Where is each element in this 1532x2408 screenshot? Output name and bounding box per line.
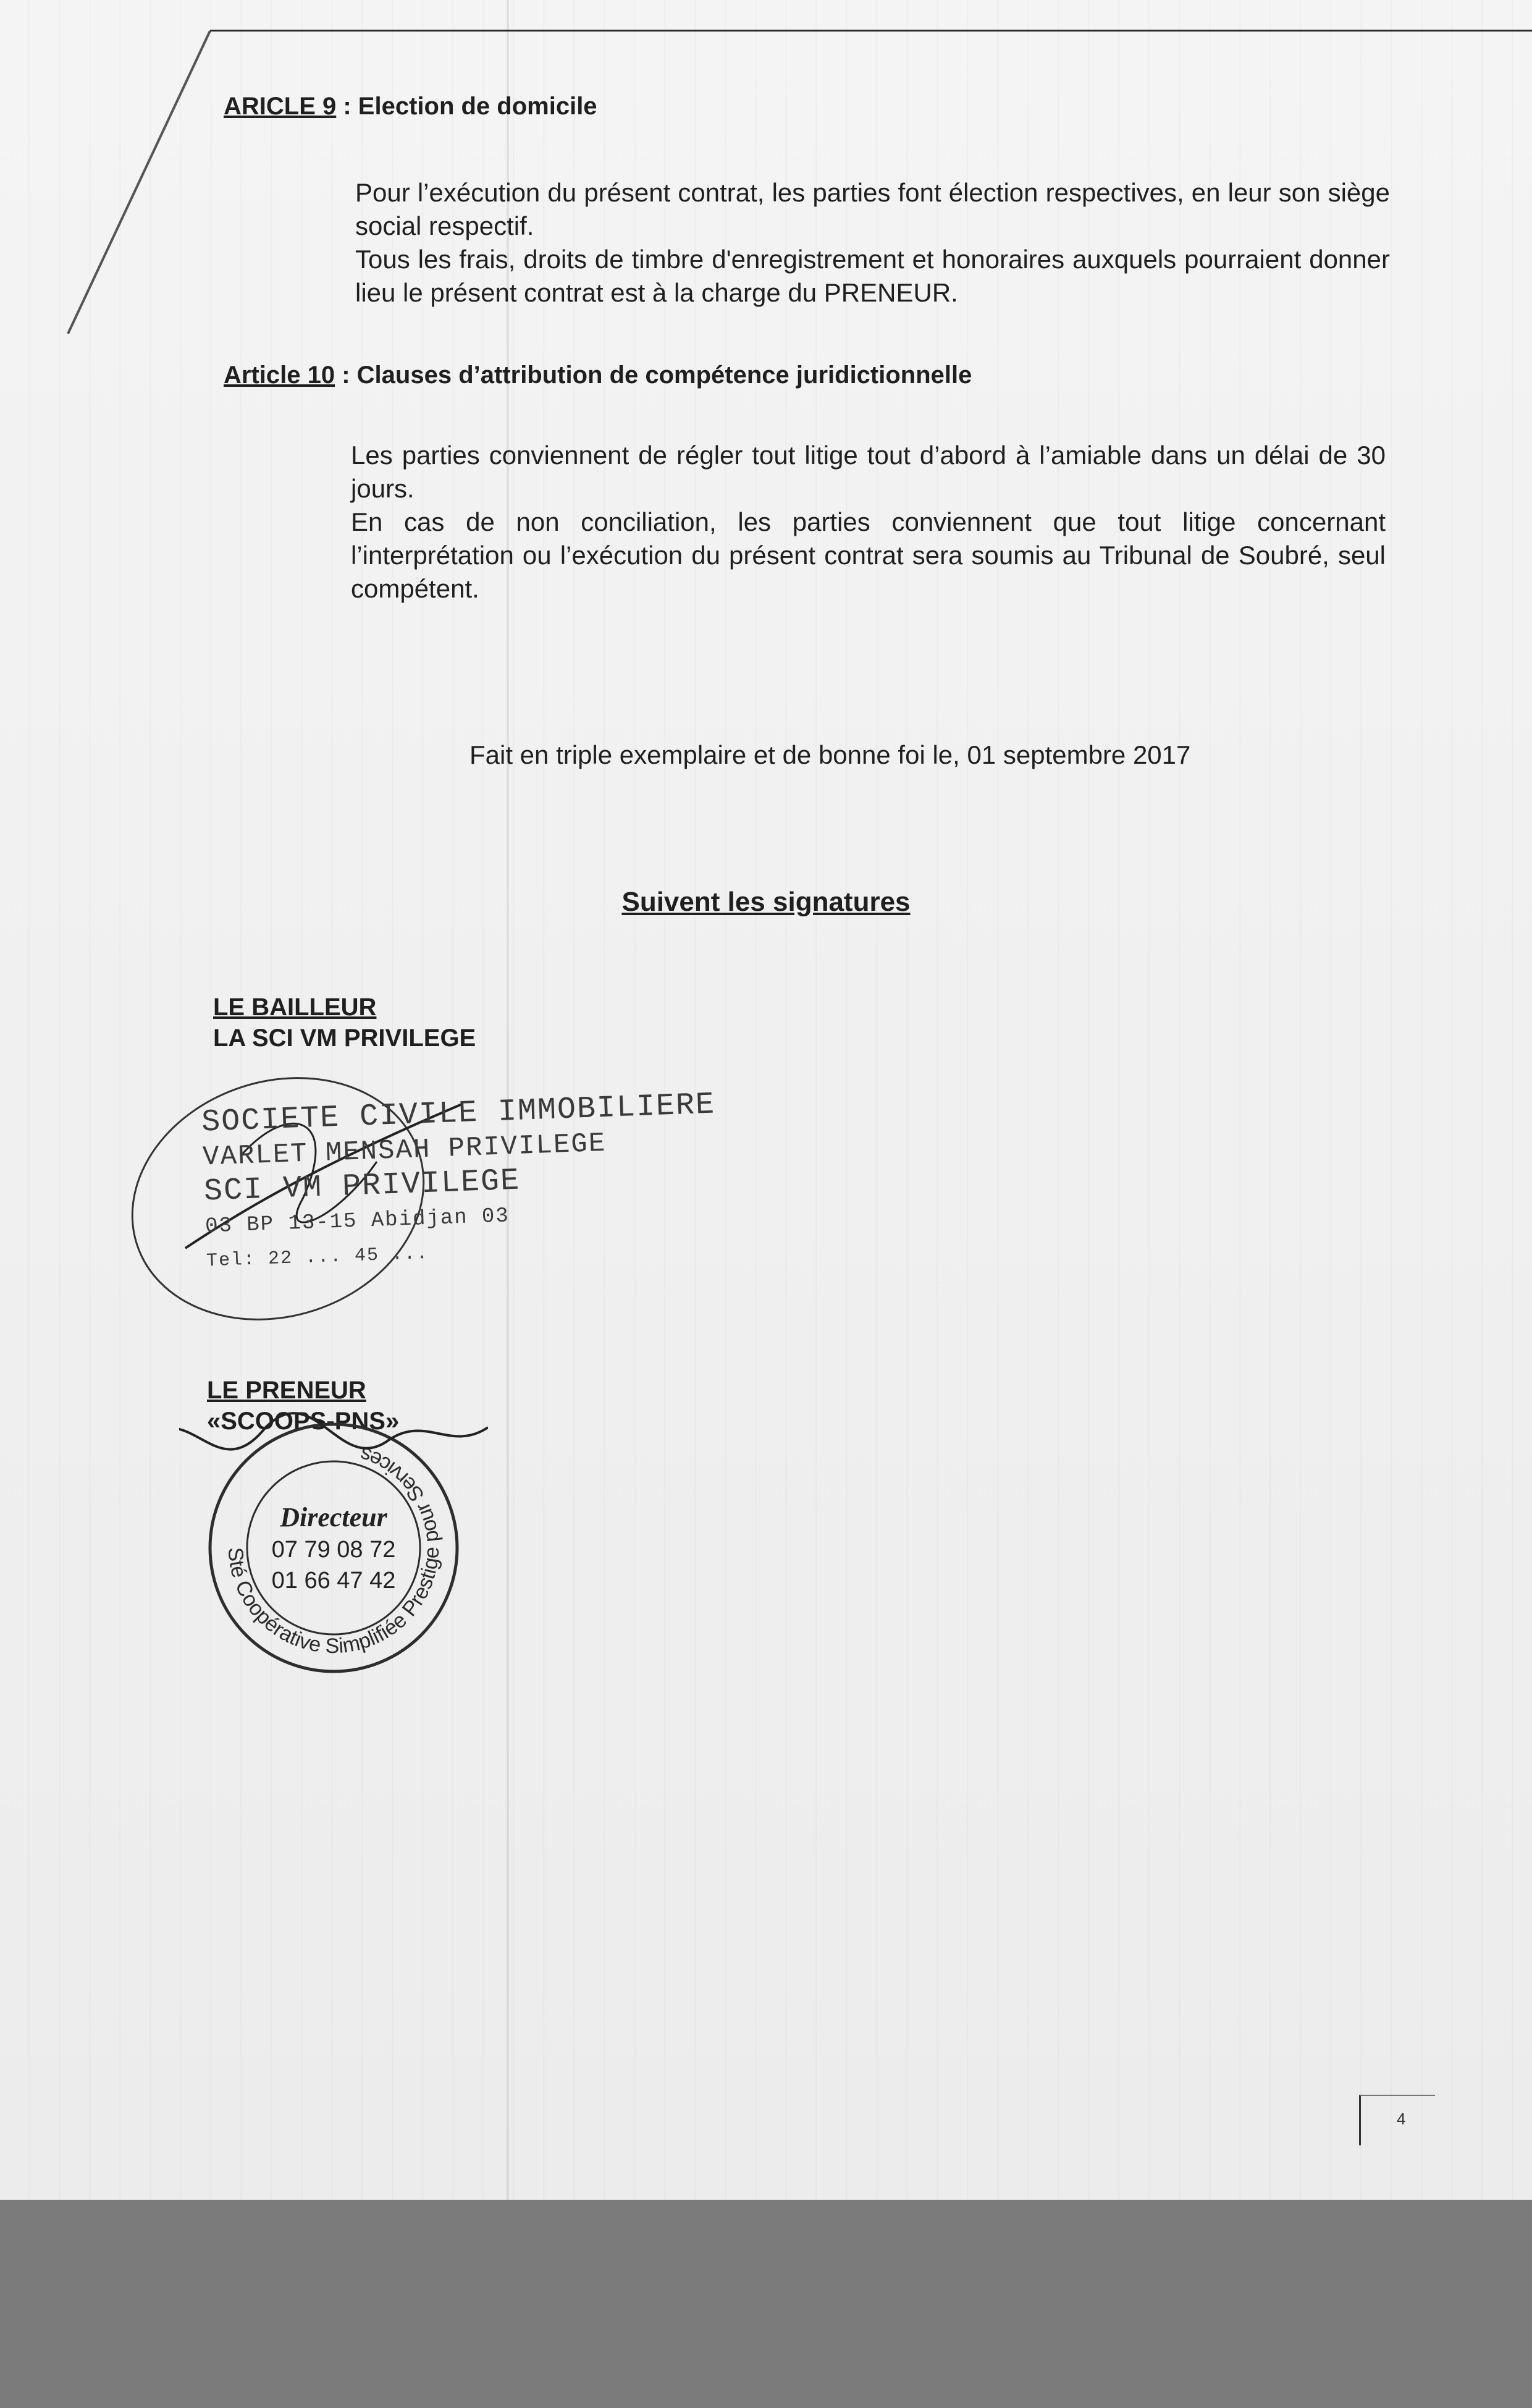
article-9-heading [224, 93, 597, 120]
closing-statement: Fait en triple exemplaire et de bonne foi le, 01 septembre 2017 [469, 740, 1191, 769]
bailleur-name: LA SCI VM PRIVILEGE [213, 1024, 476, 1052]
bailleur-role: LE BAILLEUR [213, 994, 377, 1021]
scan-margin-stroke [56, 25, 216, 346]
article-9-paragraph-2: Tous les frais, droits de timbre d'enregistrement et honoraires auxquels pourraient donner lieu le présent contrat est à la charge du PRENEUR. [355, 245, 1390, 307]
page-number-box [1359, 2095, 1435, 2145]
bailleur-stamp-line-2: VARLET MENSAH PRIVILEGE [202, 1128, 607, 1173]
article-10-paragraph-1: Les parties conviennent de régler tout litige tout d’abord à l’amiable dans un délai de 30 jours. [351, 441, 1386, 503]
bailleur-block [213, 992, 476, 1054]
preneur-handwritten-signature [179, 1413, 488, 1449]
preneur-stamp-title: Directeur [280, 1502, 387, 1532]
article-10-heading [224, 361, 972, 389]
bailleur-rect-stamp [201, 1088, 720, 1279]
article-9-body [355, 176, 1390, 310]
article-9-paragraph-1: Pour l’exécution du présent contrat, les parties font élection respectives, en leur son siège social respectif. [355, 178, 1390, 240]
scanner-background [0, 2200, 1532, 2408]
signatures-title: Suivent les signatures [621, 887, 911, 917]
bailleur-stamp-line-5: Tel: 22 ... 45 ... [206, 1243, 429, 1272]
preneur-name: «SCOOPS-PNS» [207, 1408, 400, 1435]
article-9-title: : Election de domicile [336, 93, 597, 120]
preneur-stamp-phone-2: 01 66 47 42 [271, 1568, 396, 1594]
page-number: 4 [1397, 2110, 1406, 2128]
preneur-round-stamp [179, 1403, 488, 1693]
preneur-role: LE PRENEUR [207, 1377, 366, 1404]
article-10-body [351, 439, 1386, 606]
article-9-label: ARICLE 9 [224, 93, 337, 120]
bailleur-stamp-line-3: SCI VM PRIVILEGE [203, 1163, 521, 1210]
article-10-paragraph-2: En cas de non conciliation, les parties conviennent que tout litige concernant l’interprétation ou l’exécution du présent contrat sera soumis au Tribunal de Soubré, seul compétent. [351, 507, 1386, 603]
article-10-title: : Clauses d’attribution de compétence juridictionnelle [335, 361, 972, 389]
bailleur-stamp-line-4: 03 BP 13-15 Abidjan 03 [204, 1204, 510, 1239]
bailleur-stamp-line-1: SOCIETE CIVILE IMMOBILIERE [201, 1087, 716, 1141]
preneur-stamp-phone-1: 07 79 08 72 [271, 1537, 396, 1563]
preneur-stamp-ring-text: Sté Coopérative Simplifiée Prestige pour Services [223, 1442, 444, 1658]
article-10-label: Article 10 [224, 361, 335, 389]
top-rule [210, 30, 1532, 32]
